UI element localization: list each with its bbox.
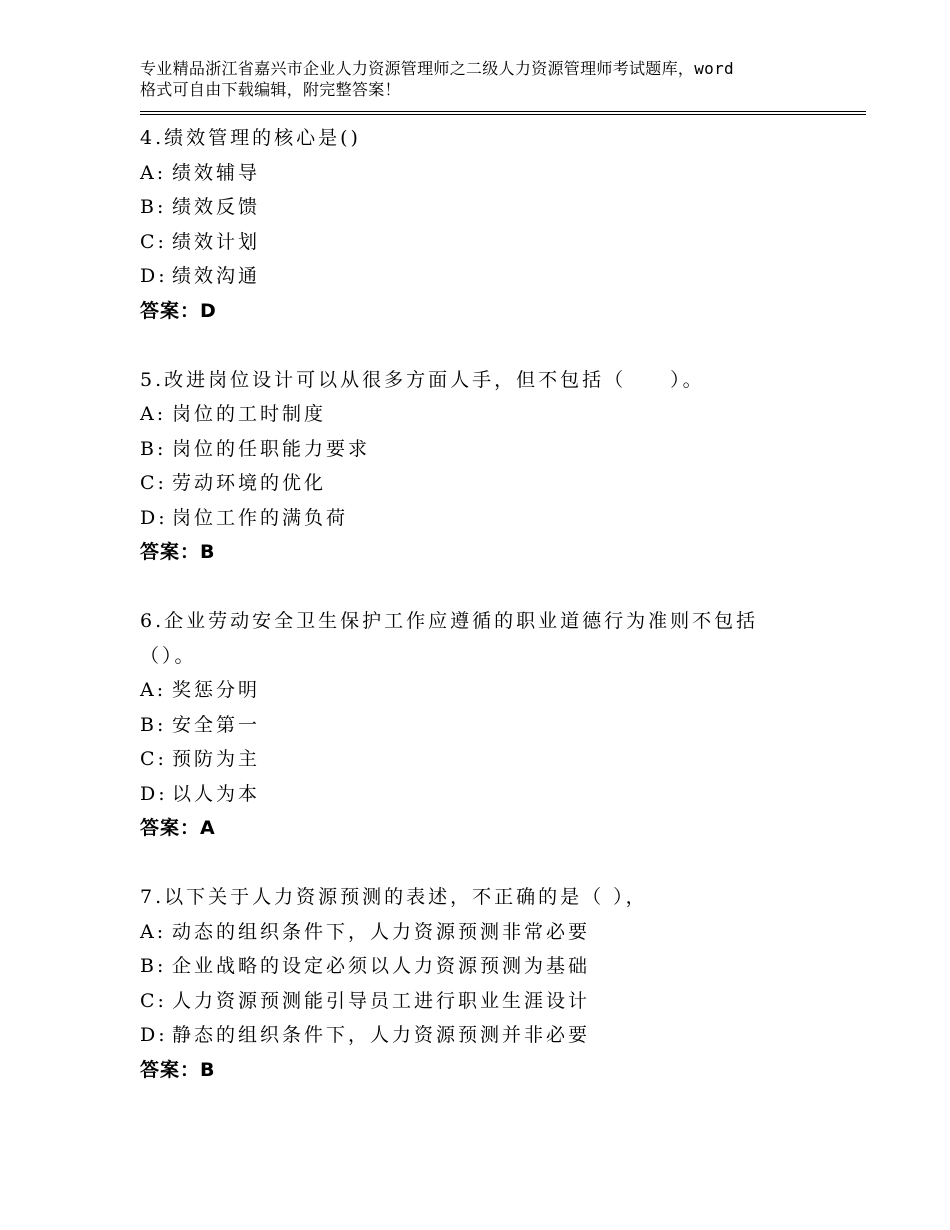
question-7 [140, 880, 866, 1087]
option-c [140, 984, 866, 1019]
option-text: 绩效沟通 [172, 265, 261, 287]
option-c [140, 742, 866, 777]
option-c [140, 466, 866, 501]
answer-line: 答案：A [140, 817, 216, 839]
option-letter: D: [140, 782, 168, 805]
option-text: 岗位的任职能力要求 [172, 437, 371, 460]
question-title: 4.绩效管理的核心是() [140, 127, 361, 149]
option-text: 劳动环境的优化 [172, 472, 327, 494]
option-text: 岗位的工时制度 [172, 403, 327, 425]
option-text: 安全第一 [172, 713, 261, 736]
option-letter: B: [140, 955, 167, 977]
option-d [140, 501, 866, 536]
option-b [140, 949, 866, 984]
option-letter: D: [140, 1024, 168, 1046]
document-page [140, 58, 866, 1087]
option-letter: A: [140, 920, 167, 943]
option-c [140, 225, 866, 260]
option-letter: B: [140, 196, 167, 218]
option-letter: C: [140, 989, 167, 1012]
option-letter: D: [140, 265, 168, 287]
option-text: 人力资源预测能引导员工进行职业生涯设计 [172, 989, 591, 1012]
header-line-1: 专业精品浙江省嘉兴市企业人力资源管理师之二级人力资源管理师考试题库，word [140, 59, 734, 78]
question-title: 7.以下关于人力资源预测的表述，不正确的是（ ）， [140, 886, 648, 908]
option-a [140, 915, 866, 950]
option-letter: C: [140, 472, 167, 494]
option-letter: A: [140, 161, 167, 184]
question-spacer [140, 570, 866, 605]
option-a [140, 156, 866, 191]
option-a [140, 673, 866, 708]
option-a [140, 397, 866, 432]
question-5 [140, 363, 866, 570]
answer-line: 答案：B [140, 541, 216, 563]
option-text: 绩效反馈 [172, 196, 261, 218]
question-title-continued: （）。 [140, 644, 197, 667]
header-divider [140, 111, 866, 115]
option-letter: A: [140, 403, 167, 425]
option-letter: B: [140, 713, 167, 736]
option-text: 绩效辅导 [172, 161, 261, 184]
question-list [140, 121, 866, 1087]
option-d [140, 777, 866, 812]
option-text: 静态的组织条件下，人力资源预测并非必要 [172, 1024, 591, 1046]
option-text: 绩效计划 [172, 230, 261, 253]
answer-line: 答案：B [140, 1058, 216, 1081]
document-header [140, 58, 866, 100]
header-line-2: 格式可自由下载编辑，附完整答案！ [140, 80, 401, 99]
option-b [140, 432, 866, 467]
option-text: 岗位工作的满负荷 [172, 506, 349, 529]
option-text: 预防为主 [172, 748, 261, 770]
question-4 [140, 121, 866, 328]
option-text: 以人为本 [172, 782, 261, 805]
option-letter: A: [140, 679, 167, 701]
option-b [140, 190, 866, 225]
option-d [140, 1018, 866, 1053]
question-title: 6.企业劳动安全卫生保护工作应遵循的职业道德行为准则不包括 [140, 610, 759, 632]
option-letter: C: [140, 230, 167, 253]
option-letter: C: [140, 748, 167, 770]
option-b [140, 708, 866, 743]
question-spacer [140, 328, 866, 363]
question-spacer [140, 846, 866, 881]
option-letter: B: [140, 437, 167, 460]
option-d [140, 259, 866, 294]
option-text: 奖惩分明 [172, 679, 261, 701]
question-title: 5.改进岗位设计可以从很多方面人手，但不包括（ ）。 [140, 368, 705, 391]
option-letter: D: [140, 506, 168, 529]
question-6 [140, 604, 866, 846]
option-text: 企业战略的设定必须以人力资源预测为基础 [172, 955, 591, 977]
answer-line: 答案：D [140, 299, 217, 322]
option-text: 动态的组织条件下，人力资源预测非常必要 [172, 920, 591, 943]
